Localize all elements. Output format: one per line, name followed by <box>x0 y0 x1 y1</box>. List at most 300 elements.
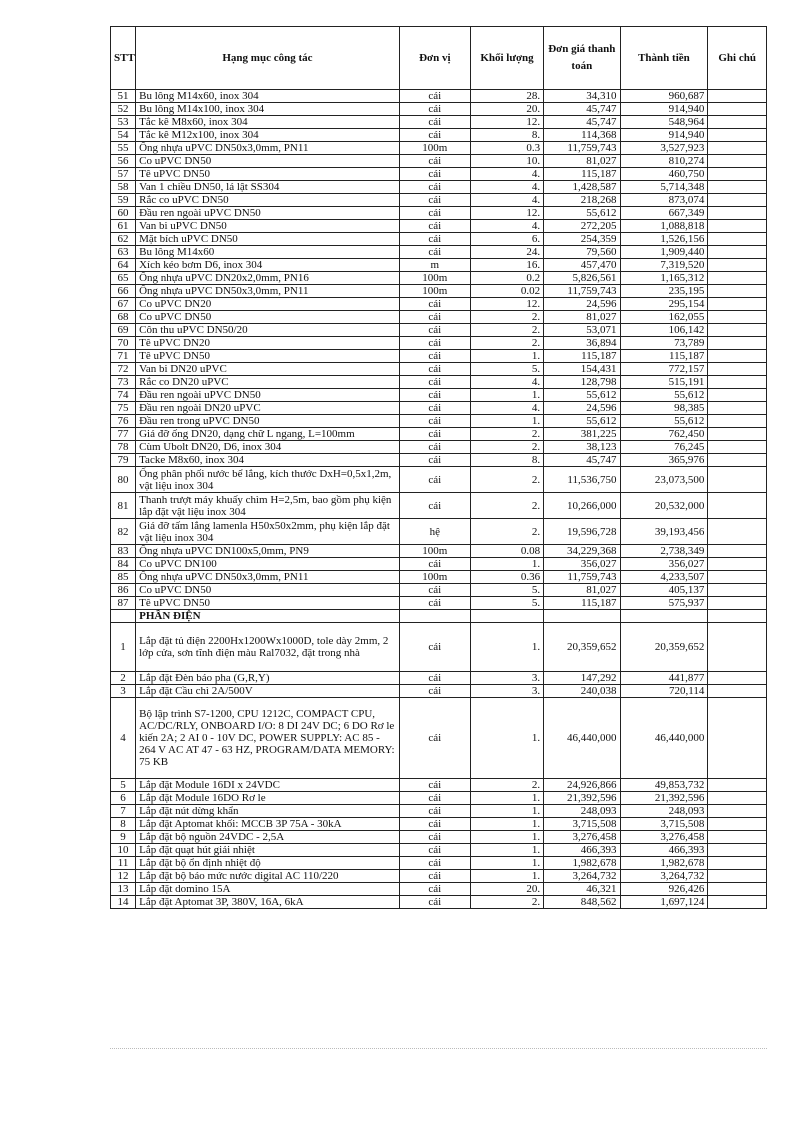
cell-stt: 5 <box>111 779 136 792</box>
cell-qty: 16. <box>470 259 543 272</box>
cell-price: 254,359 <box>544 233 620 246</box>
cell-price: 272,205 <box>544 220 620 233</box>
cell-qty: 10. <box>470 155 543 168</box>
cell-total: 515,191 <box>620 376 708 389</box>
cell-name: Đầu ren ngoài uPVC DN50 <box>136 389 400 402</box>
cell-qty: 28. <box>470 90 543 103</box>
cell-name: Bộ lập trình S7-1200, CPU 1212C, COMPACT CPU, AC/DC/RLY, ONBOARD I/O: 8 DI 24V DC; 6 DO Rơ le kiến 2A; 2 AI 0 - 10V DC, POWER SUPPLY: AC 85 - 264 V AC AT 47 - 63 HZ, PROGRAM/DATA MEMORY: 75 KB <box>136 698 400 779</box>
cell-note <box>708 685 767 698</box>
cell-name: Đầu ren trong uPVC DN50 <box>136 415 400 428</box>
table-row <box>111 142 767 155</box>
cell-price: 11,759,743 <box>544 142 620 155</box>
cell-qty: 3. <box>470 685 543 698</box>
cell-note <box>708 844 767 857</box>
cell-total: 46,440,000 <box>620 698 708 779</box>
cell-unit: cái <box>399 298 470 311</box>
cell-note <box>708 857 767 870</box>
cell-stt: 14 <box>111 896 136 909</box>
cell-name: Rắc co DN20 uPVC <box>136 376 400 389</box>
cell-unit: cái <box>399 493 470 519</box>
table-row <box>111 698 767 779</box>
cell-qty: 1. <box>470 818 543 831</box>
table-row <box>111 194 767 207</box>
cell-name: Lắp đặt bộ nguồn 24VDC - 2,5A <box>136 831 400 844</box>
cell-price: 848,562 <box>544 896 620 909</box>
cell-stt: 8 <box>111 818 136 831</box>
cell-total: 7,319,520 <box>620 259 708 272</box>
header-qty: Khối lượng <box>470 27 543 90</box>
cell-stt: 51 <box>111 90 136 103</box>
cell-note <box>708 207 767 220</box>
cell-unit: cái <box>399 441 470 454</box>
cell-qty: 1. <box>470 698 543 779</box>
cell-name: Tê uPVC DN50 <box>136 597 400 610</box>
cell-note <box>708 376 767 389</box>
cell-total: 73,789 <box>620 337 708 350</box>
table-row <box>111 337 767 350</box>
cell-unit: cái <box>399 623 470 672</box>
cell-price: 45,747 <box>544 103 620 116</box>
cell-qty: 1. <box>470 558 543 571</box>
cell-name: Lắp đặt bộ ổn định nhiệt độ <box>136 857 400 870</box>
table-row <box>111 259 767 272</box>
cell-qty: 5. <box>470 363 543 376</box>
cell-qty: 1. <box>470 389 543 402</box>
table-row <box>111 844 767 857</box>
cell-stt: 65 <box>111 272 136 285</box>
cell-total: 295,154 <box>620 298 708 311</box>
cell-name: Ống nhựa uPVC DN50x3,0mm, PN11 <box>136 142 400 155</box>
table-row <box>111 818 767 831</box>
cell-note <box>708 402 767 415</box>
cell-name: Lắp đặt domino 15A <box>136 883 400 896</box>
cell-qty: 12. <box>470 298 543 311</box>
cell-price: 24,596 <box>544 402 620 415</box>
cell-name: Co uPVC DN100 <box>136 558 400 571</box>
cell-price: 55,612 <box>544 389 620 402</box>
cell-price: 38,123 <box>544 441 620 454</box>
cell-stt: 79 <box>111 454 136 467</box>
cell-stt: 84 <box>111 558 136 571</box>
table-row <box>111 519 767 545</box>
cell-unit: cái <box>399 779 470 792</box>
cell-unit: cái <box>399 155 470 168</box>
cell-unit: cái <box>399 90 470 103</box>
cell-note <box>708 584 767 597</box>
cell-total: 39,193,456 <box>620 519 708 545</box>
table-row <box>111 311 767 324</box>
table-row <box>111 896 767 909</box>
cell-unit: hệ <box>399 519 470 545</box>
cell-total: 1,697,124 <box>620 896 708 909</box>
header-price: Đơn giá thanh toán <box>544 27 620 90</box>
cell-name: Lắp đặt Cầu chì 2A/500V <box>136 685 400 698</box>
cell-price: 24,926,866 <box>544 779 620 792</box>
cell-qty: 1. <box>470 831 543 844</box>
cell-name: Tê uPVC DN50 <box>136 168 400 181</box>
cell-note <box>708 259 767 272</box>
cell-total: 2,738,349 <box>620 545 708 558</box>
cell-total: 667,349 <box>620 207 708 220</box>
cell-name: Lắp đặt quạt hút giải nhiệt <box>136 844 400 857</box>
cell-name: Xích kéo bơm D6, inox 304 <box>136 259 400 272</box>
table-row <box>111 129 767 142</box>
cell-unit: cái <box>399 857 470 870</box>
cell-name: Van 1 chiều DN50, lá lật SS304 <box>136 181 400 194</box>
cell-note <box>708 428 767 441</box>
cell-price: 24,596 <box>544 298 620 311</box>
cell-total: 873,074 <box>620 194 708 207</box>
cell-note <box>708 571 767 584</box>
cell-name: Cùm Ubolt DN20, D6, inox 304 <box>136 441 400 454</box>
cell-name: Co uPVC DN50 <box>136 311 400 324</box>
cell-note <box>708 246 767 259</box>
cell-name: Tacke M8x60, inox 304 <box>136 454 400 467</box>
cell-unit: cái <box>399 467 470 493</box>
table-row <box>111 467 767 493</box>
cell-stt: 60 <box>111 207 136 220</box>
cell-name: Tê uPVC DN50 <box>136 350 400 363</box>
cell-total: 762,450 <box>620 428 708 441</box>
table-row <box>111 363 767 376</box>
cell-note <box>708 324 767 337</box>
cell-note <box>708 883 767 896</box>
cell-stt: 13 <box>111 883 136 896</box>
cell-name: Co uPVC DN50 <box>136 584 400 597</box>
cell-price: 466,393 <box>544 844 620 857</box>
cell-unit: cái <box>399 415 470 428</box>
cell-price: 34,229,368 <box>544 545 620 558</box>
cell-unit: cái <box>399 220 470 233</box>
cell-note <box>708 672 767 685</box>
cell-unit: cái <box>399 672 470 685</box>
cell-note <box>708 272 767 285</box>
cell-unit: cái <box>399 376 470 389</box>
cell-name: Thanh trượt máy khuấy chìm H=2,5m, bao gồm phụ kiện lắp đặt vật liệu inox 304 <box>136 493 400 519</box>
cost-estimate-table <box>110 26 767 909</box>
cell-name: Lắp đặt bộ báo mức nước digital AC 110/220 <box>136 870 400 883</box>
cell-stt: 77 <box>111 428 136 441</box>
header-unit: Đơn vị <box>399 27 470 90</box>
cell-price <box>544 610 620 623</box>
cell-stt: 10 <box>111 844 136 857</box>
header-note: Ghi chú <box>708 27 767 90</box>
header-total: Thành tiền <box>620 27 708 90</box>
cell-price: 34,310 <box>544 90 620 103</box>
cell-qty: 1. <box>470 805 543 818</box>
cell-name: Lắp đặt Module 16DI x 24VDC <box>136 779 400 792</box>
cell-note <box>708 818 767 831</box>
cell-note <box>708 181 767 194</box>
cell-name: Bu lông M14x100, inox 304 <box>136 103 400 116</box>
cell-stt: 70 <box>111 337 136 350</box>
table-row <box>111 415 767 428</box>
cell-unit: cái <box>399 168 470 181</box>
cell-note <box>708 493 767 519</box>
table-row <box>111 558 767 571</box>
cell-total: 810,274 <box>620 155 708 168</box>
cell-qty: 1. <box>470 857 543 870</box>
cell-stt: 58 <box>111 181 136 194</box>
cell-stt: 52 <box>111 103 136 116</box>
cell-qty: 5. <box>470 584 543 597</box>
cell-qty: 4. <box>470 168 543 181</box>
table-row <box>111 571 767 584</box>
cell-name: Đầu ren ngoài uPVC DN50 <box>136 207 400 220</box>
cell-price: 154,431 <box>544 363 620 376</box>
cell-unit: cái <box>399 103 470 116</box>
page-bottom-divider <box>110 1048 767 1049</box>
table-row <box>111 792 767 805</box>
cell-qty: 8. <box>470 129 543 142</box>
cell-total: 1,982,678 <box>620 857 708 870</box>
cell-name: Tắc kê M12x100, inox 304 <box>136 129 400 142</box>
cell-price: 115,187 <box>544 350 620 363</box>
cell-unit: cái <box>399 698 470 779</box>
cell-unit: cái <box>399 194 470 207</box>
cell-unit: cái <box>399 116 470 129</box>
cell-note <box>708 233 767 246</box>
cell-stt: 4 <box>111 698 136 779</box>
cell-price: 3,276,458 <box>544 831 620 844</box>
cell-total: 1,526,156 <box>620 233 708 246</box>
cell-price: 79,560 <box>544 246 620 259</box>
cell-unit: cái <box>399 402 470 415</box>
table-row <box>111 168 767 181</box>
cell-total: 21,392,596 <box>620 792 708 805</box>
cell-name: Ống nhựa uPVC DN50x3,0mm, PN11 <box>136 285 400 298</box>
cell-unit: cái <box>399 792 470 805</box>
cell-total: 960,687 <box>620 90 708 103</box>
cell-price: 11,536,750 <box>544 467 620 493</box>
cell-stt: 83 <box>111 545 136 558</box>
cell-price: 3,715,508 <box>544 818 620 831</box>
cell-price: 10,266,000 <box>544 493 620 519</box>
cell-unit: cái <box>399 181 470 194</box>
cell-stt: 9 <box>111 831 136 844</box>
cell-price: 128,798 <box>544 376 620 389</box>
cell-total: 76,245 <box>620 441 708 454</box>
cell-total: 548,964 <box>620 116 708 129</box>
cell-note <box>708 298 767 311</box>
cell-name: Ống phân phối nước bể lắng, kích thước DxH=0,5x1,2m, vật liệu inox 304 <box>136 467 400 493</box>
cell-total: 575,937 <box>620 597 708 610</box>
cell-name: Lắp đặt nút dừng khẩn <box>136 805 400 818</box>
cell-note <box>708 90 767 103</box>
cell-name: Van bi DN20 uPVC <box>136 363 400 376</box>
cell-qty: 2. <box>470 311 543 324</box>
cell-stt: 57 <box>111 168 136 181</box>
cell-total: 460,750 <box>620 168 708 181</box>
cell-price: 19,596,728 <box>544 519 620 545</box>
cell-price: 114,368 <box>544 129 620 142</box>
cell-price: 46,440,000 <box>544 698 620 779</box>
cell-note <box>708 441 767 454</box>
cell-note <box>708 220 767 233</box>
cell-name: Tắc kê M8x60, inox 304 <box>136 116 400 129</box>
table-row <box>111 597 767 610</box>
cell-note <box>708 116 767 129</box>
cell-qty: 1. <box>470 350 543 363</box>
cell-total: 5,714,348 <box>620 181 708 194</box>
cell-total: 1,088,818 <box>620 220 708 233</box>
cell-price: 147,292 <box>544 672 620 685</box>
cell-unit: cái <box>399 233 470 246</box>
cell-stt: 11 <box>111 857 136 870</box>
table-row <box>111 831 767 844</box>
cell-price: 11,759,743 <box>544 285 620 298</box>
table-row <box>111 428 767 441</box>
cell-name: Côn thu uPVC DN50/20 <box>136 324 400 337</box>
cell-total: 1,909,440 <box>620 246 708 259</box>
cell-total: 106,142 <box>620 324 708 337</box>
cell-note <box>708 311 767 324</box>
cell-stt: 87 <box>111 597 136 610</box>
cell-unit: cái <box>399 428 470 441</box>
cell-unit: cái <box>399 363 470 376</box>
cell-note <box>708 389 767 402</box>
cell-unit: cái <box>399 870 470 883</box>
cell-qty: 2. <box>470 441 543 454</box>
cell-qty: 4. <box>470 402 543 415</box>
cell-stt: 2 <box>111 672 136 685</box>
cell-note <box>708 285 767 298</box>
cell-total: 3,715,508 <box>620 818 708 831</box>
cell-unit: cái <box>399 896 470 909</box>
cell-stt: 62 <box>111 233 136 246</box>
cell-price: 21,392,596 <box>544 792 620 805</box>
cell-name: PHẦN ĐIỆN <box>136 610 400 623</box>
cell-stt: 75 <box>111 402 136 415</box>
cell-price: 36,894 <box>544 337 620 350</box>
cell-total: 466,393 <box>620 844 708 857</box>
cell-total: 23,073,500 <box>620 467 708 493</box>
cell-qty: 20. <box>470 103 543 116</box>
cell-qty: 3. <box>470 672 543 685</box>
cell-name: Lắp đặt Aptomat khối: MCCB 3P 75A - 30kA <box>136 818 400 831</box>
cell-note <box>708 194 767 207</box>
cell-qty: 5. <box>470 597 543 610</box>
table-row <box>111 870 767 883</box>
cell-qty: 4. <box>470 181 543 194</box>
cell-unit: cái <box>399 584 470 597</box>
cell-qty: 1. <box>470 415 543 428</box>
cell-stt: 7 <box>111 805 136 818</box>
cell-qty: 6. <box>470 233 543 246</box>
table-row <box>111 298 767 311</box>
table-row <box>111 545 767 558</box>
cell-stt: 6 <box>111 792 136 805</box>
cell-qty: 2. <box>470 467 543 493</box>
cell-name: Lắp đặt Đèn báo pha (G,R,Y) <box>136 672 400 685</box>
cell-qty: 0.36 <box>470 571 543 584</box>
table-row <box>111 857 767 870</box>
cell-unit: cái <box>399 831 470 844</box>
cell-unit: cái <box>399 844 470 857</box>
cell-qty: 4. <box>470 194 543 207</box>
cell-price: 81,027 <box>544 584 620 597</box>
cell-stt: 55 <box>111 142 136 155</box>
cell-qty: 2. <box>470 779 543 792</box>
cell-price: 46,321 <box>544 883 620 896</box>
cell-price: 1,982,678 <box>544 857 620 870</box>
header-name: Hạng mục công tác <box>136 27 400 90</box>
cell-total <box>620 610 708 623</box>
cell-unit: cái <box>399 883 470 896</box>
cell-total: 914,940 <box>620 129 708 142</box>
cell-unit: 100m <box>399 545 470 558</box>
cell-price: 115,187 <box>544 168 620 181</box>
cell-note <box>708 519 767 545</box>
cell-price: 55,612 <box>544 415 620 428</box>
cell-note <box>708 623 767 672</box>
cell-note <box>708 103 767 116</box>
cell-stt: 76 <box>111 415 136 428</box>
cell-note <box>708 363 767 376</box>
cell-name: Co uPVC DN50 <box>136 155 400 168</box>
cell-stt: 3 <box>111 685 136 698</box>
table-row <box>111 181 767 194</box>
cell-stt: 12 <box>111 870 136 883</box>
cell-price: 218,268 <box>544 194 620 207</box>
cell-qty: 2. <box>470 428 543 441</box>
cell-name: Mặt bích uPVC DN50 <box>136 233 400 246</box>
cell-price: 53,071 <box>544 324 620 337</box>
table-row <box>111 246 767 259</box>
table-row <box>111 402 767 415</box>
cell-note <box>708 610 767 623</box>
table-row <box>111 272 767 285</box>
cell-qty: 1. <box>470 870 543 883</box>
cell-total: 162,055 <box>620 311 708 324</box>
cell-qty: 8. <box>470 454 543 467</box>
cell-qty: 2. <box>470 337 543 350</box>
cell-total: 3,276,458 <box>620 831 708 844</box>
table-row <box>111 389 767 402</box>
cell-stt: 56 <box>111 155 136 168</box>
cell-unit: cái <box>399 454 470 467</box>
table-row <box>111 623 767 672</box>
cell-price: 3,264,732 <box>544 870 620 883</box>
cell-total: 55,612 <box>620 389 708 402</box>
cell-qty: 2. <box>470 493 543 519</box>
cell-price: 1,428,587 <box>544 181 620 194</box>
cell-note <box>708 597 767 610</box>
cell-stt: 73 <box>111 376 136 389</box>
cell-stt: 1 <box>111 623 136 672</box>
cell-stt: 61 <box>111 220 136 233</box>
cell-unit: cái <box>399 207 470 220</box>
cell-qty: 20. <box>470 883 543 896</box>
cell-total: 4,233,507 <box>620 571 708 584</box>
table-row <box>111 285 767 298</box>
cell-name: Bu lông M14x60 <box>136 246 400 259</box>
cell-stt: 80 <box>111 467 136 493</box>
cell-unit: 100m <box>399 142 470 155</box>
cell-total: 98,385 <box>620 402 708 415</box>
cell-note <box>708 337 767 350</box>
cell-price: 55,612 <box>544 207 620 220</box>
cell-total: 365,976 <box>620 454 708 467</box>
cell-unit: 100m <box>399 571 470 584</box>
cell-unit: cái <box>399 246 470 259</box>
cell-stt: 63 <box>111 246 136 259</box>
cell-name: Đầu ren ngoài DN20 uPVC <box>136 402 400 415</box>
table-header-row <box>111 27 767 90</box>
cell-note <box>708 831 767 844</box>
cell-unit: cái <box>399 818 470 831</box>
cell-note <box>708 545 767 558</box>
